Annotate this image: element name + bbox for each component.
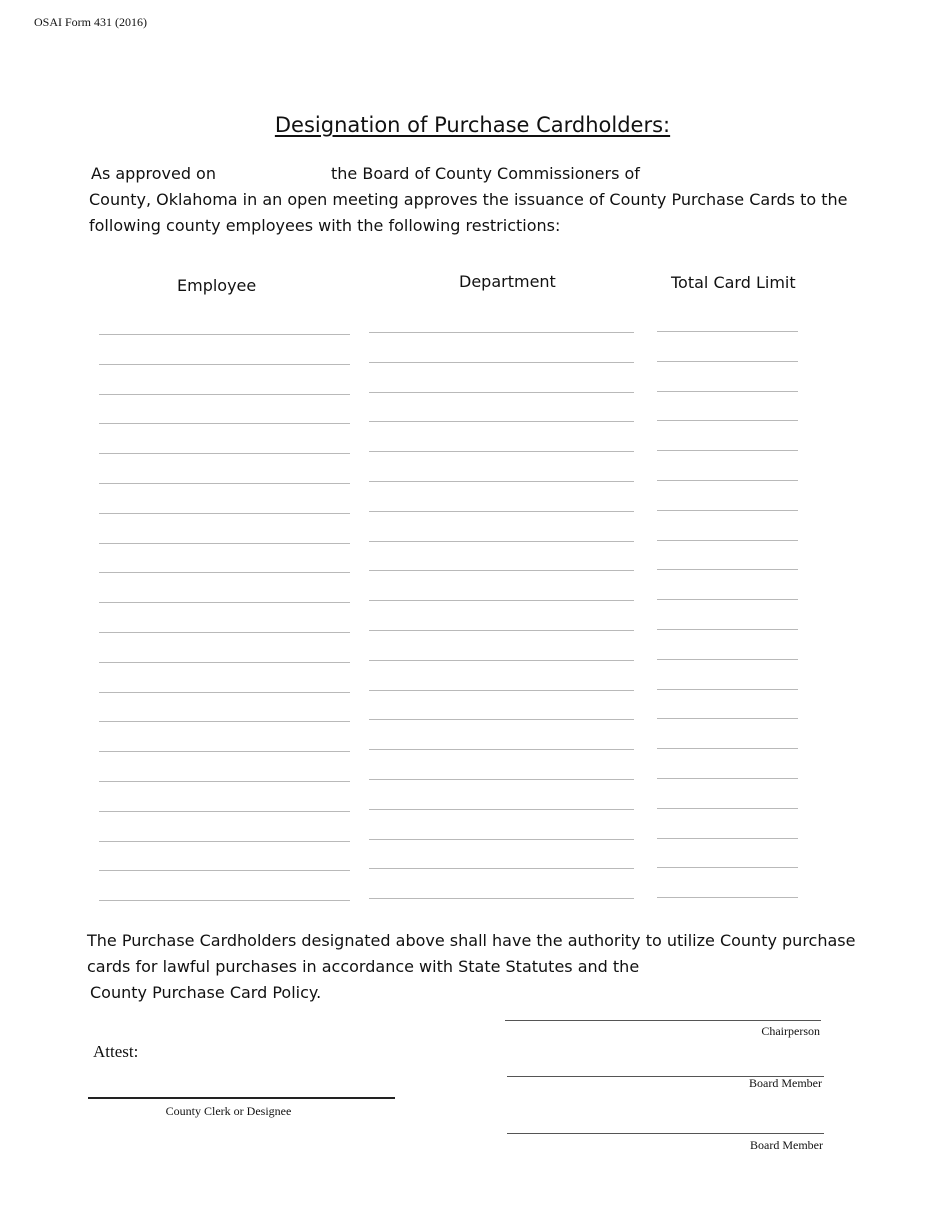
intro-line-3: following county employees with the following restrictions: <box>89 216 561 235</box>
card-limit-blank-line[interactable] <box>657 897 798 898</box>
employee-blank-line[interactable] <box>99 334 350 335</box>
employee-blank-line[interactable] <box>99 572 350 573</box>
card-limit-blank-line[interactable] <box>657 659 798 660</box>
board-member-2-signature-line[interactable] <box>507 1133 824 1134</box>
card-limit-blank-line[interactable] <box>657 361 798 362</box>
department-blank-line[interactable] <box>369 421 634 422</box>
closing-line-2: cards for lawful purchases in accordance with State Statutes and the <box>87 957 640 976</box>
department-blank-line[interactable] <box>369 481 634 482</box>
employee-blank-line[interactable] <box>99 453 350 454</box>
intro-board-text: the Board of County Commissioners of <box>331 164 640 183</box>
department-blank-line[interactable] <box>369 630 634 631</box>
department-blank-line[interactable] <box>369 451 634 452</box>
department-blank-line[interactable] <box>369 749 634 750</box>
county-clerk-label: County Clerk or Designee <box>165 1104 292 1118</box>
card-limit-blank-line[interactable] <box>657 540 798 541</box>
employee-blank-line[interactable] <box>99 781 350 782</box>
board-member-1-label: Board Member <box>749 1076 822 1090</box>
card-limit-blank-line[interactable] <box>657 689 798 690</box>
card-limit-blank-line[interactable] <box>657 480 798 481</box>
department-blank-line[interactable] <box>369 541 634 542</box>
card-limit-blank-line[interactable] <box>657 867 798 868</box>
employee-blank-line[interactable] <box>99 513 350 514</box>
employee-blank-line[interactable] <box>99 692 350 693</box>
card-limit-blank-line[interactable] <box>657 450 798 451</box>
employee-blank-line[interactable] <box>99 841 350 842</box>
attest-label: Attest: <box>93 1042 139 1061</box>
closing-line-1: The Purchase Cardholders designated above shall have the authority to utilize County purchase <box>87 931 856 950</box>
employee-blank-line[interactable] <box>99 662 350 663</box>
employee-blank-line[interactable] <box>99 394 350 395</box>
intro-approved-on: As approved on <box>91 164 216 183</box>
card-limit-blank-line[interactable] <box>657 838 798 839</box>
department-blank-line[interactable] <box>369 570 634 571</box>
employee-blank-line[interactable] <box>99 721 350 722</box>
column-header-department: Department <box>459 272 556 291</box>
form-id: OSAI Form 431 (2016) <box>34 15 147 29</box>
department-blank-line[interactable] <box>369 392 634 393</box>
employee-blank-line[interactable] <box>99 364 350 365</box>
card-limit-blank-line[interactable] <box>657 510 798 511</box>
department-blank-line[interactable] <box>369 839 634 840</box>
card-limit-blank-line[interactable] <box>657 420 798 421</box>
department-blank-line[interactable] <box>369 690 634 691</box>
card-limit-blank-line[interactable] <box>657 569 798 570</box>
department-blank-line[interactable] <box>369 719 634 720</box>
department-blank-line[interactable] <box>369 809 634 810</box>
employee-blank-line[interactable] <box>99 423 350 424</box>
page-title: Designation of Purchase Cardholders: <box>274 113 671 137</box>
employee-blank-line[interactable] <box>99 483 350 484</box>
intro-line-2: County, Oklahoma in an open meeting approves the issuance of County Purchase Cards to the <box>89 190 848 209</box>
employee-blank-line[interactable] <box>99 900 350 901</box>
department-blank-line[interactable] <box>369 600 634 601</box>
employee-blank-line[interactable] <box>99 811 350 812</box>
county-clerk-signature-line[interactable] <box>88 1097 395 1099</box>
closing-line-3: County Purchase Card Policy. <box>90 983 322 1002</box>
card-limit-blank-line[interactable] <box>657 748 798 749</box>
employee-blank-line[interactable] <box>99 751 350 752</box>
chairperson-label: Chairperson <box>761 1024 820 1038</box>
card-limit-blank-line[interactable] <box>657 808 798 809</box>
card-limit-blank-line[interactable] <box>657 391 798 392</box>
department-blank-line[interactable] <box>369 898 634 899</box>
department-blank-line[interactable] <box>369 332 634 333</box>
card-limit-blank-line[interactable] <box>657 778 798 779</box>
department-blank-line[interactable] <box>369 868 634 869</box>
board-member-2-label: Board Member <box>750 1138 823 1152</box>
card-limit-blank-line[interactable] <box>657 718 798 719</box>
card-limit-blank-line[interactable] <box>657 599 798 600</box>
column-header-employee: Employee <box>177 276 257 295</box>
chairperson-signature-line[interactable] <box>505 1020 821 1021</box>
employee-blank-line[interactable] <box>99 543 350 544</box>
department-blank-line[interactable] <box>369 779 634 780</box>
employee-blank-line[interactable] <box>99 870 350 871</box>
employee-blank-line[interactable] <box>99 602 350 603</box>
card-limit-blank-line[interactable] <box>657 331 798 332</box>
department-blank-line[interactable] <box>369 362 634 363</box>
card-limit-blank-line[interactable] <box>657 629 798 630</box>
employee-blank-line[interactable] <box>99 632 350 633</box>
department-blank-line[interactable] <box>369 660 634 661</box>
department-blank-line[interactable] <box>369 511 634 512</box>
column-header-total-card-limit: Total Card Limit <box>671 273 796 292</box>
